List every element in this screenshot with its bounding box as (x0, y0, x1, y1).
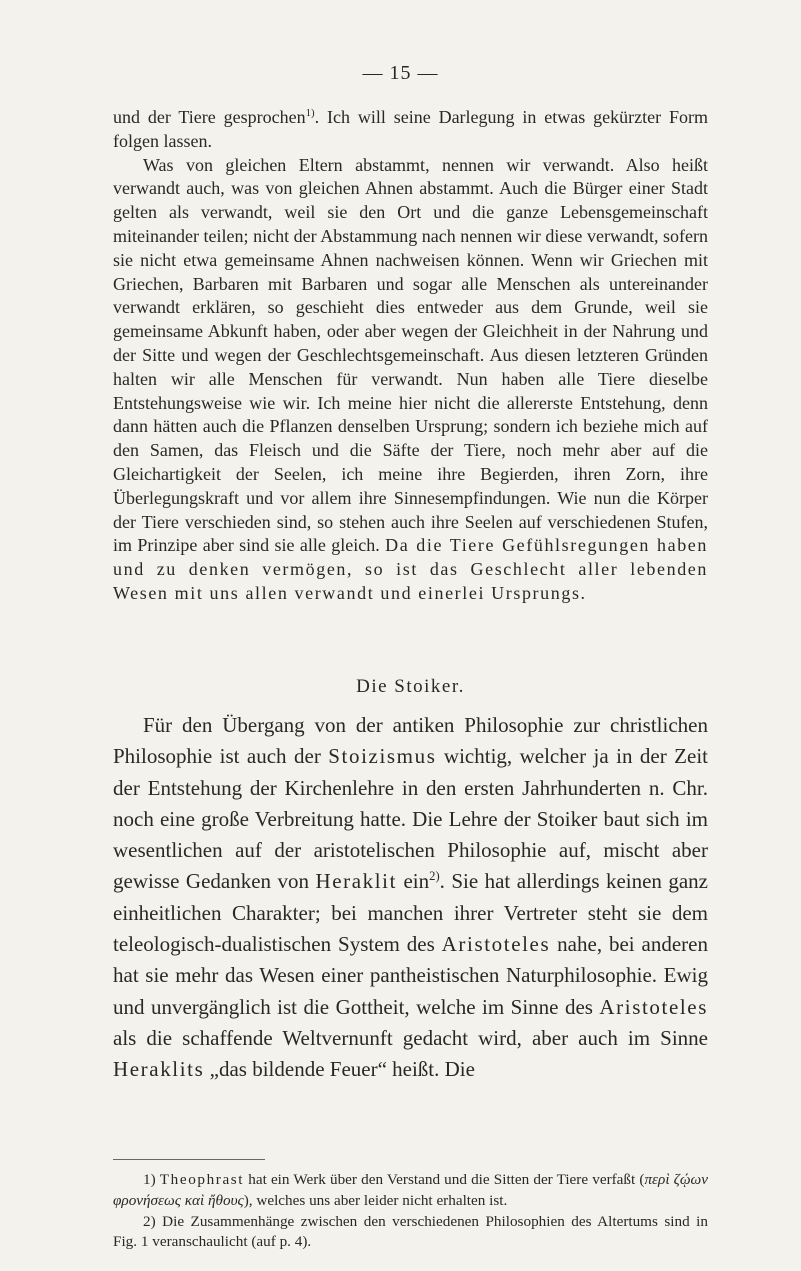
stoiker-text-3: ein (397, 869, 430, 894)
stoiker-text-1: Für den Übergang von der antiken Philosophie zur christlichen Philosophie ist auch der (113, 713, 708, 769)
section-heading: Die Stoiker. (356, 676, 465, 697)
footnote-ref-1: 1) (305, 107, 315, 119)
paragraph-1-text: und der Tiere gesprochen (113, 107, 306, 127)
footnote-ref-2: 2) (429, 869, 440, 884)
name-aristoteles-2: Aristoteles (599, 994, 708, 1019)
stoiker-text-6: als die schaffende Weltvernunft gedacht wird, aber auch im Sinne (113, 1025, 708, 1050)
stoiker-section (113, 710, 708, 1086)
footnote-1 (113, 1170, 708, 1212)
footnote-1-name: Theophrast (159, 1171, 245, 1188)
footnote-2 (113, 1212, 708, 1254)
stoiker-text-5: nahe, bei anderen hat sie mehr das Wesen einer pantheistischen Naturphilosophie. Ewig und unvergänglich ist die Gottheit, welche im Sinne des (113, 932, 708, 1019)
paragraph-1-text-cont: . Ich will seine Darlegung in etwas gekürzter Form folgen lassen. (113, 107, 708, 151)
name-aristoteles: Aristoteles (441, 932, 551, 957)
stoiker-text-2: wichtig, welcher ja in der Zeit der Entstehung der Kirchenlehre in den ersten Jahrhunderten n. Chr. noch eine große Verbreitung hatte. Die Lehre der Stoiker baut sich im wesentlichen auf der aristotelischen Philosophie auf, mischt aber gewisse Gedanken von (113, 744, 708, 894)
paragraph-1 (113, 106, 708, 154)
name-heraklit: Heraklit (315, 869, 398, 894)
paragraph-2 (113, 154, 708, 606)
stoiker-paragraph (113, 710, 708, 1086)
paragraph-2-text: Was von gleichen Eltern abstammt, nennen wir verwandt. Also heißt verwandt auch, was von gleichen Ahnen abstammt. Auch die Bürger einer Stadt gelten als verwandt, weil sie den Ort und die ganze Lebensgemeinschaft miteinander teilen; nicht der Abstammung nach nennen wir diese verwandt, sofern sie nicht etwa gemeinsame Ahnen nachweisen können. Wenn wir Griechen mit Griechen, Barbaren mit Barbaren und sogar alle Menschen als untereinander verwandt erklären, so geschieht dies entweder aus dem Grunde, weil sie gemeinsame Abkunft haben, oder aber wegen der Gleichheit in der Nahrung und der Sitte und wegen der Geschlechtsgemeinschaft. Aus diesen letzteren Gründen halten wir alle Menschen für verwandt. Nun haben alle Tiere dieselbe Entstehungsweise wie wir. Ich meine hier nicht die allererste Entstehung, denn dann hätten auch die Pflanzen denselben Ursprung; sondern ich beziehe mich auf den Samen, das Fleisch und die Säfte der Tiere, noch mehr aber auf die Gleichartigkeit der Seelen, ich meine ihre Begierden, ihren Zorn, ihre Überlegungskraft und vor allem ihre Sinnesempfindungen. Wie nun die Körper der Tiere verschieden sind, so stehen auch ihre Seelen auf verschiedenen Stufen, im Prinzipe aber sind sie alle gleich. (113, 154, 708, 556)
term-stoizismus: Stoizismus (328, 744, 437, 769)
footnote-2-marker: 2) (143, 1212, 156, 1230)
footnote-1-marker: 1) (143, 1171, 156, 1188)
paragraph-2-spaced-text: Da die Tiere Gefühlsregungen haben und zu denken vermögen, so ist das Geschlecht aller lebenden Wesen mit uns allen verwandt und einerlei Ursprungs. (113, 535, 708, 603)
footnotes (113, 1170, 708, 1253)
footnote-2-text: Die Zusammenhänge zwischen den verschiedenen Philosophien des Altertums sind in Fig. 1 veranschaulicht (auf p. 4). (113, 1212, 708, 1251)
footnote-divider (113, 1159, 265, 1160)
stoiker-text-4: . Sie hat allerdings keinen ganz einheitlichen Charakter; bei manchen ihrer Vertreter steht sie dem teleologisch-dualistischen System des (113, 869, 708, 957)
stoiker-text-7: „das bildende Feuer“ heißt. Die (204, 1057, 475, 1082)
footnote-1-text: hat ein Werk über den Verstand und die Sitten der Tiere verfaßt ( (244, 1171, 645, 1188)
footnote-1-text-cont: ), welches uns aber leider nicht erhalten ist. (243, 1191, 508, 1209)
page-number: — 15 — (362, 62, 439, 84)
body-text (113, 106, 708, 606)
name-heraklits: Heraklits (113, 1057, 205, 1082)
footnote-1-greek: περὶ ζῴων φρονήσεως καὶ ἤθους (113, 1171, 709, 1209)
